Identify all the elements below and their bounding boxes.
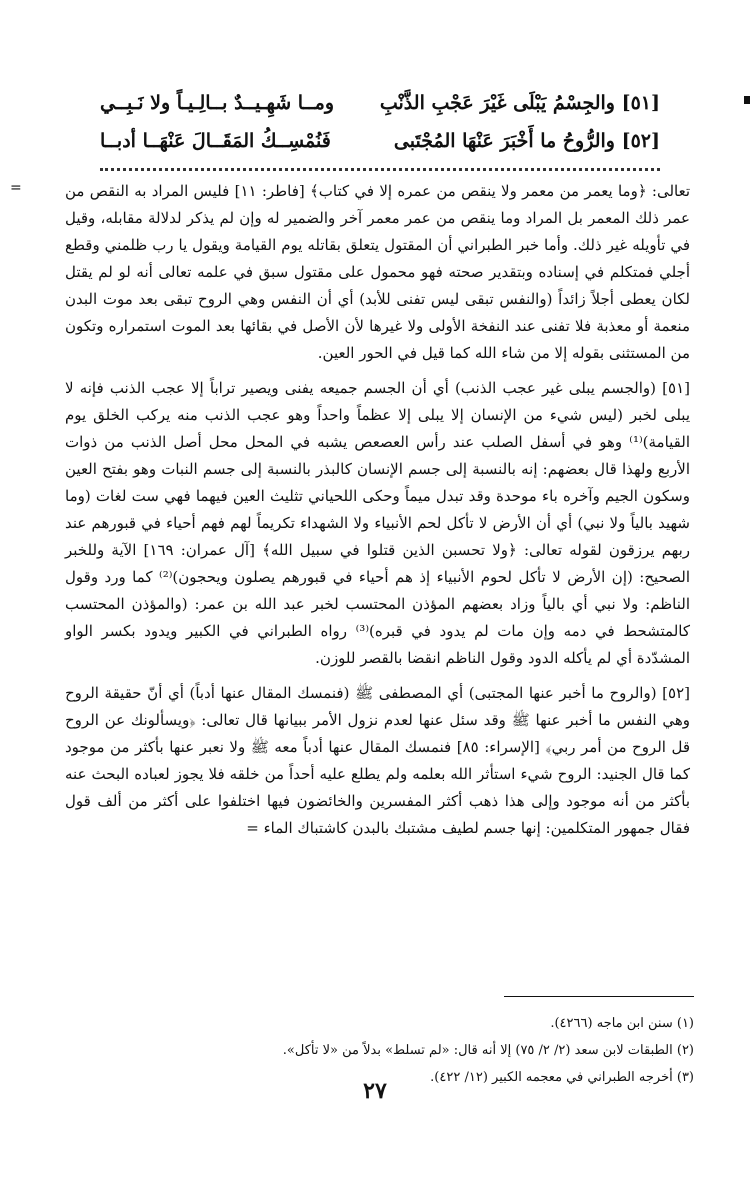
verse-51-first-hemistich: [٥١] والجِسْمُ يَبْلَى غَيْرَ عَجْبِ الذَّنْبِ [379,92,660,114]
commentary-paragraph-continued: تعالى: ﴿وما يعمر من معمر ولا ينقص من عمره إلا في كتاب﴾ [فاطر: ١١] فليس المراد به النقص من عمر ذلك المعمر بل المراد وما ينقص من عمر معمر آخر والضمير له وإن لم يذكر لدلالة مقابله، وقيل في تأويله غير ذلك. وأما خبر الطبراني أن المقتول يتعلق بقاتله يوم القيامة ويقول يا رب ظلمني وقطع أجلي فمتكلم في إسناده وبتقدير صحته فهو محمول على مقتول سبق في علمه تعالى أنه لو لم يقتل لكان يعطى أجلاً زائداً (والنفس تبقى ليس تفنى للأبد) أي أن النفس وهي الروح تبقى بعد موت البدن منعمة أو معذبة فلا تفنى عند النفخة الأولى ولا غيرها لأن الأصل في بقائها بعد الموت استمراره وتكون من المستثنى بقوله إلا من شاء الله كما قيل في الحور العين. [65,182,690,362]
verse-52-first-hemistich: [٥٢] والرُّوحُ ما أَخْبَرَ عَنْهَا المُجْتَبى [393,130,660,152]
continuation-marker: = [10,180,22,196]
verse-51-second-hemistich: ومــا شَهِـيــدٌ بــالِـيـاً ولا نَـبِــي [100,92,335,114]
verse-51 [100,92,660,130]
verse-52 [100,130,660,168]
edge-mark [744,96,750,104]
page-number: ٢٧ [363,1078,387,1104]
verse-52-second-hemistich: فَنُمْسِــكُ المَقَــالَ عَنْهَــا أدبــا [100,130,331,152]
footnote-divider [504,996,694,997]
poem-verses [100,92,660,168]
commentary-paragraph-52: [٥٢] (والروح ما أخبر عنها المجتبى) أي المصطفى ﷺ (فنمسك المقال عنها أدباً) أي أنّ حقيقة الروح وهي النفس ما أخبر عنها ﷺ وقد سئل عنها لعدم نزول الأمر ببيانها قال تعالى: ﴿ويسألونك عن الروح قل الروح من أمر ربي﴾ [الإسراء: ٨٥] فنمسك المقال عنها أدباً معه ﷺ ولا نعبر عنها بأكثر من موجود كما قال الجنيد: الروح شيء استأثر الله بعلمه ولم يطلع عليه أحداً من خلقه فلا يجوز لعباده البحث عنه بأكثر من أنه موجود وإلى هذا ذهب أكثر المفسرين والخائضون فيها اختلفوا على أكثر من ألف قول فقال جمهور المتكلمين: إنها جسم لطيف مشتبك بالبدن كاشتباك الماء = [65,684,691,837]
commentary-text [65,178,690,850]
footnote-1: (١) سنن ابن ماجه (٤٢٦٦). [550,1016,694,1031]
dotted-separator [100,168,660,171]
footnote-2: (٢) الطبقات لابن سعد (٢/ ٢/ ٧٥) إلا أنه قال: «لم تسلط» بدلاً من «لا تأكل». [282,1043,694,1058]
footnote-3: (٣) أخرجه الطبراني في معجمه الكبير (١٢/ ٤٢٢). [430,1070,694,1085]
commentary-paragraph-51: [٥١] (والجسم يبلى غير عجب الذنب) أي أن الجسم جميعه يفنى ويصير تراباً إلا عجب الذنب فإنه لا يبلى لخبر (ليس شيء من الإنسان إلا يبلى إلا عظماً واحداً وهو عجب الذنب منه يركب الخلق يوم القيامة)⁽¹⁾ وهو في أسفل الصلب عند رأس العصعص يشبه في المحل محل أصل الذنب من ذوات الأربع ولهذا قال بعضهم: إنه بالنسبة إلى جسم الإنسان كالبذر بالنسبة إلى جسم النبات وهو بفتح العين وسكون الجيم وآخره باء موحدة وقد تبدل ميماً وحكى اللحياني تثليث العين فيهما فهي ست لغات (وما شهيد بالياً ولا نبي) أي أن الأرض لا تأكل لحم الأنبياء ولا الشهداء تكريماً لهم فهم أحياء في قبورهم عند ربهم يرزقون لقوله تعالى: ﴿ولا تحسبن الذين قتلوا في سبيل الله﴾ [آل عمران: ١٦٩] الآية وللخبر الصحيح: (إن الأرض لا تأكل لحوم الأنبياء إذ هم أحياء في قبورهم يصلون ويحجون)⁽²⁾ كما ورد وقول الناظم: ولا نبي أي بالياً وزاد بعضهم المؤذن المحتسب لخبر عبد الله بن عمر: (والمؤذن المحتسب كالمتشحط في دمه وإن مات لم يدود في قبره)⁽³⁾ رواه الطبراني في الكبير ويدود بكسر الواو المشدّدة أي لم يأكله الدود وقول الناظم انقضا بالقصر للوزن. [65,379,691,667]
